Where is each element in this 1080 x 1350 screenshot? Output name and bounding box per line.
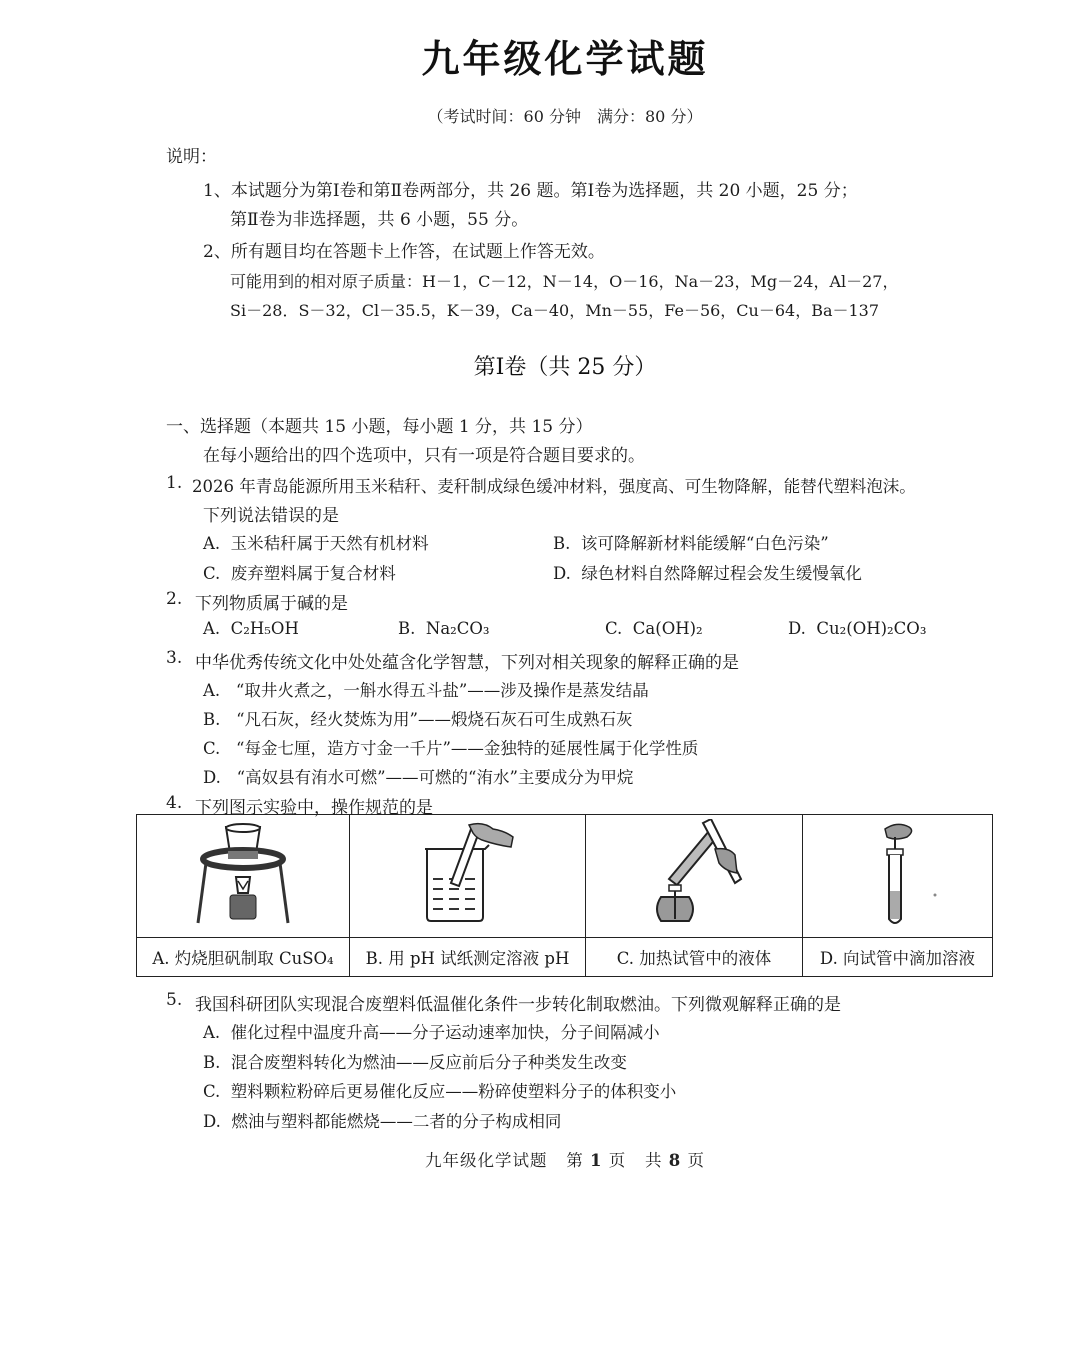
question-1-option-b[interactable]: B. 该可降解新材料能缓解“白色污染” (553, 534, 829, 553)
heating-test-tube-icon (639, 819, 749, 929)
question-2-option-b[interactable]: B. Na₂CO₃ (398, 619, 490, 638)
figure-caption-a[interactable]: A. 灼烧胆矾制取 CuSO₄ (137, 938, 350, 977)
question-2-option-a[interactable]: A. C₂H₅OH (203, 619, 299, 638)
question-4-stem: 下列图示实验中，操作规范的是 (195, 798, 433, 818)
part-note: 在每小题给出的四个选项中，只有一项是符合题目要求的。 (203, 446, 645, 466)
instruction-2: 2、所有题目均在答题卡上作答，在试题上作答无效。 (203, 242, 605, 262)
figure-cell-d (803, 815, 993, 938)
instruction-1: 1、本试题分为第Ⅰ卷和第Ⅱ卷两部分，共 26 题。第Ⅰ卷为选择题，共 20 小题，25 分； (203, 181, 858, 201)
question-5-option-a[interactable]: A. 催化过程中温度升高——分子运动速率加快，分子间隔减小 (203, 1023, 660, 1042)
figure-caption-b[interactable]: B. 用 pH 试纸测定溶液 pH (350, 938, 586, 977)
figure-cell-c (586, 815, 803, 938)
question-2-option-c[interactable]: C. Ca(OH)₂ (605, 619, 703, 638)
question-1-number: 1. (166, 473, 183, 493)
question-5-stem: 我国科研团队实现混合废塑料低温催化条件一步转化制取燃油。下列微观解释正确的是 (195, 995, 841, 1015)
question-4-figure-table (136, 814, 993, 977)
question-5-option-c[interactable]: C. 塑料颗粒粉碎后更易催化反应——粉碎使塑料分子的体积变小 (203, 1082, 677, 1101)
figure-caption-c[interactable]: C. 加热试管中的液体 (586, 938, 803, 977)
question-3-stem: 中华优秀传统文化中处处蕴含化学智慧，下列对相关现象的解释正确的是 (195, 653, 739, 673)
question-5-option-b[interactable]: B. 混合废塑料转化为燃油——反应前后分子种类发生改变 (203, 1053, 627, 1072)
figure-cell-b (350, 815, 586, 938)
atomic-masses-2: Si－28．S－32，Cl－35.5，K－39，Ca－40，Mn－55，Fe－56，Cu－64，Ba－137 (230, 301, 880, 320)
question-3-option-a[interactable]: A. “取井火煮之，一斛水得五斗盐”——涉及操作是蒸发结晶 (203, 681, 649, 700)
exam-subtitle: （考试时间：60 分钟 满分：80 分） (427, 107, 703, 126)
question-3-option-d[interactable]: D. “高奴县有洧水可燃”——可燃的“洧水”主要成分为甲烷 (203, 768, 634, 787)
question-5-number: 5. (166, 990, 183, 1010)
question-3-option-b[interactable]: B. “凡石灰，经火焚炼为用”——煅烧石灰石可生成熟石灰 (203, 710, 633, 729)
footer-title: 九年级化学试题 (425, 1151, 548, 1170)
figure-caption-d[interactable]: D. 向试管中滴加溶液 (803, 938, 993, 977)
page-footer: 九年级化学试题 第 1 页 共 8 页 (425, 1151, 705, 1170)
question-1-option-a[interactable]: A. 玉米秸秆属于天然有机材料 (203, 534, 429, 553)
question-1-option-c[interactable]: C. 废弃塑料属于复合材料 (203, 564, 396, 583)
question-3-number: 3. (166, 648, 183, 668)
beaker-test-strip-icon (413, 819, 523, 929)
question-1-stem-cont: 下列说法错误的是 (203, 506, 339, 526)
tripod-crucible-burner-icon (188, 819, 298, 929)
part-heading: 一、选择题（本题共 15 小题，每小题 1 分，共 15 分） (166, 417, 593, 437)
question-2-stem: 下列物质属于碱的是 (195, 594, 348, 614)
total-pages: 8 (668, 1151, 682, 1170)
instructions-label: 说明： (166, 147, 217, 167)
atomic-masses-1: 可能用到的相对原子质量：H－1，C－12，N－14，O－16，Na－23，Mg－24，Al－27， (230, 272, 899, 291)
question-3-option-c[interactable]: C. “每金七厘，造方寸金一千片”——金独特的延展性属于化学性质 (203, 739, 699, 758)
question-5-option-d[interactable]: D. 燃油与塑料都能燃烧——二者的分子构成相同 (203, 1112, 562, 1131)
figure-cell-a (137, 815, 350, 938)
page-number: 1 (590, 1151, 603, 1170)
exam-title: 九年级化学试题 (421, 36, 709, 81)
section-title: 第Ⅰ卷（共 25 分） (473, 355, 657, 380)
question-4-number: 4. (166, 793, 183, 813)
question-1-stem: 2026 年青岛能源所用玉米秸秆、麦秆制成绿色缓冲材料，强度高、可生物降解，能替代塑料泡沫。 (192, 477, 916, 496)
dropper-test-tube-icon (843, 819, 953, 929)
question-2-number: 2. (166, 589, 183, 609)
question-2-option-d[interactable]: D. Cu₂(OH)₂CO₃ (788, 619, 927, 638)
instruction-1-cont: 第Ⅱ卷为非选择题，共 6 小题，55 分。 (230, 210, 529, 230)
question-1-option-d[interactable]: D. 绿色材料自然降解过程会发生缓慢氧化 (553, 564, 862, 583)
